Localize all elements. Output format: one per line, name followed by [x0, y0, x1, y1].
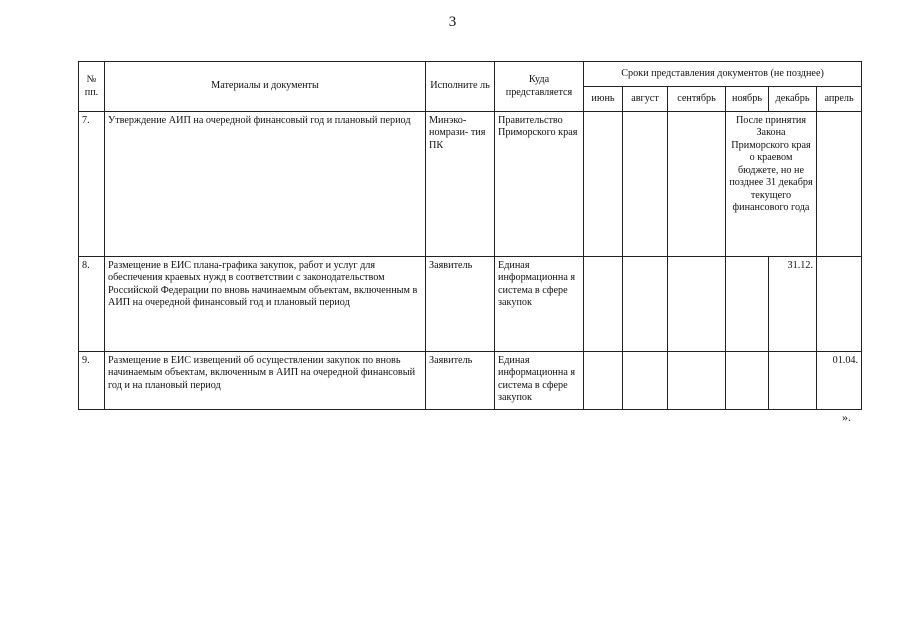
row-materials: Утверждение АИП на очередной финансовый год и плановый период: [105, 112, 426, 257]
row-executor: Минэко- номрази- тия ПК: [426, 112, 495, 257]
row-deadline-april: [817, 257, 862, 352]
row-deadline-december: 31.12.: [769, 257, 817, 352]
header-month-april: апрель: [817, 87, 862, 112]
row-materials: Размещение в ЕИС извещений об осуществлении закупок по вновь начинаемым объектам, включенным в АИП на очередной финансовый год и на плановый период: [105, 352, 426, 410]
row-deadline-november: [726, 352, 769, 410]
header-month-november: ноябрь: [726, 87, 769, 112]
deadlines-table: [78, 61, 862, 410]
row-deadline-august: [623, 352, 668, 410]
table-row: [79, 352, 862, 410]
header-materials: Материалы и документы: [105, 62, 426, 112]
row-destination: Единая информационна я система в сфере закупок: [495, 352, 584, 410]
row-destination: Единая информационна я система в сфере закупок: [495, 257, 584, 352]
row-deadline-december: [769, 352, 817, 410]
row-deadline-april: [817, 112, 862, 257]
row-deadline-november-december: После принятия Закона Приморского края о краевом бюджете, но не позднее 31 декабря текущего финансового года: [726, 112, 817, 257]
row-deadline-august: [623, 257, 668, 352]
header-month-august: август: [623, 87, 668, 112]
row-number: 9.: [79, 352, 105, 410]
table-row: [79, 257, 862, 352]
row-deadline-august: [623, 112, 668, 257]
header-deadlines-group: Сроки представления документов (не позднее): [584, 62, 862, 87]
header-num: № пп.: [79, 62, 105, 112]
row-deadline-september: [668, 257, 726, 352]
row-materials: Размещение в ЕИС плана-графика закупок, работ и услуг для обеспечения краевых нужд в соответствии с законодательством Российской Федерации по вновь начинаемым объектам, включенным в АИП на очередной финансовый год и плановый период: [105, 257, 426, 352]
header-month-september: сентябрь: [668, 87, 726, 112]
row-number: 8.: [79, 257, 105, 352]
row-deadline-november: [726, 257, 769, 352]
row-deadline-june: [584, 112, 623, 257]
row-number: 7.: [79, 112, 105, 257]
header-executor: Исполните ль: [426, 62, 495, 112]
header-month-december: декабрь: [769, 87, 817, 112]
row-executor: Заявитель: [426, 352, 495, 410]
row-deadline-june: [584, 257, 623, 352]
header-month-june: июнь: [584, 87, 623, 112]
row-executor: Заявитель: [426, 257, 495, 352]
page-number: 3: [448, 14, 457, 30]
header-destination: Куда представляется: [495, 62, 584, 112]
row-deadline-april: 01.04.: [817, 352, 862, 410]
row-destination: Правительство Приморского края: [495, 112, 584, 257]
row-deadline-september: [668, 352, 726, 410]
row-deadline-june: [584, 352, 623, 410]
closing-quote-mark: ».: [842, 410, 851, 424]
table-row: [79, 112, 862, 257]
table-header: [79, 62, 862, 112]
row-deadline-september: [668, 112, 726, 257]
